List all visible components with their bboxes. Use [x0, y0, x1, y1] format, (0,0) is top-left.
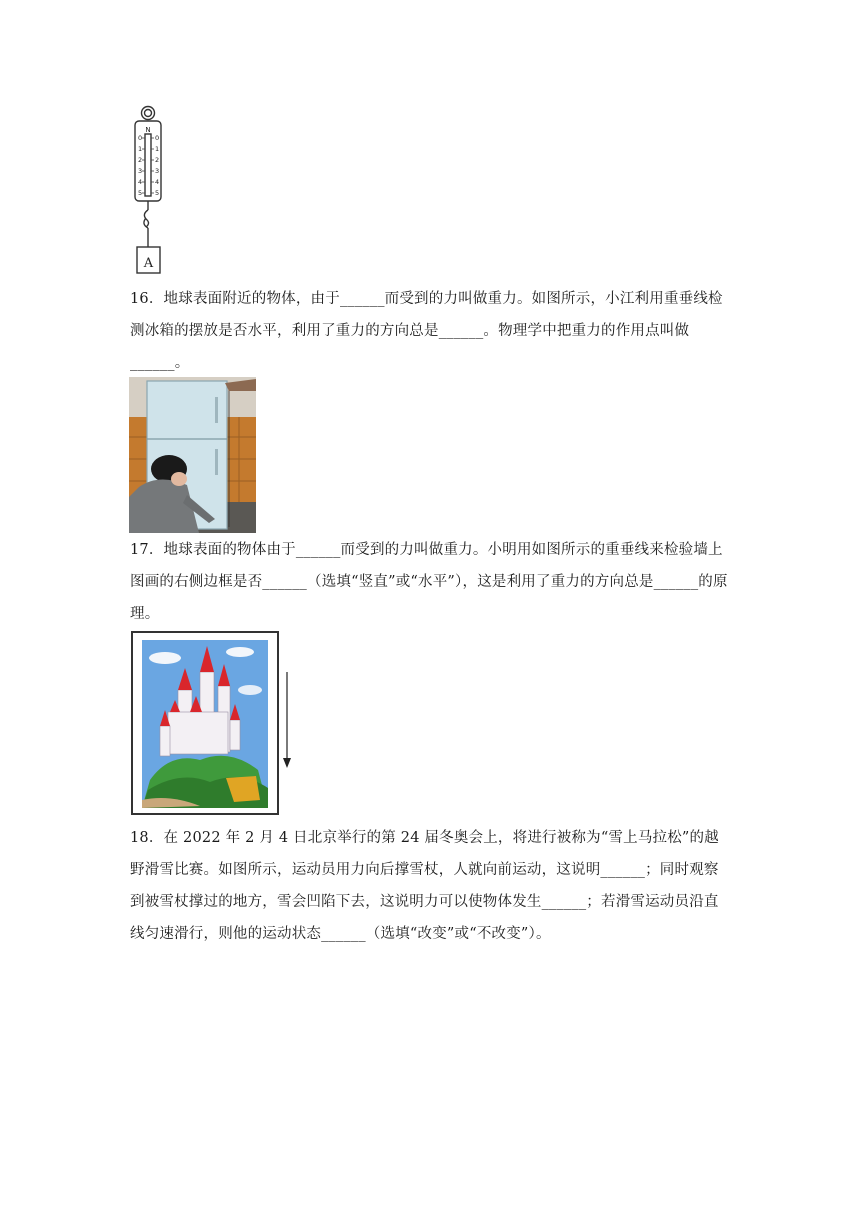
spring-scale-figure: [128, 104, 172, 278]
scale-tick-left-4: 4: [138, 178, 143, 186]
question-18-text: 18．在 2022 年 2 月 4 日北京举行的第 24 届冬奥会上，将进行被称为“雪上马拉松”的越野滑雪比赛。如图所示，运动员用力向后撑雪杖，人就向前运动，这说明______；同时观察到被雪杖撑过的地方，雪会凹陷下去，这说明力可以使物体发生______；若滑雪运动员沿直线匀速滑行，则他的运动状态______（选填“改变”或“不改变”）。: [130, 830, 719, 942]
question-17-text: 17．地球表面的物体由于______而受到的力叫做重力。小明用如图所示的重垂线来检验墙上图画的右侧边框是否______（选填“竖直”或“水平”），这是利用了重力的方向总是______的原理。: [130, 542, 728, 622]
scale-tick-right-4: 4: [155, 178, 160, 186]
spring-scale-unit: N: [145, 126, 151, 134]
question-18: [130, 822, 730, 950]
scale-tick-right-3: 3: [155, 167, 160, 175]
scale-tick-left-2: 2: [138, 156, 143, 164]
scale-tick-right-5: 5: [155, 189, 160, 197]
scale-tick-left-3: 3: [138, 167, 143, 175]
question-16: [130, 283, 730, 379]
castle-picture-figure: [130, 630, 300, 816]
question-17: [130, 534, 730, 630]
scale-tick-right-1: 1: [155, 145, 160, 153]
block-label: A: [143, 256, 154, 271]
scale-tick-left-1: 1: [138, 145, 143, 153]
scale-tick-left-5: 5: [138, 189, 143, 197]
scale-tick-right-2: 2: [155, 156, 160, 164]
scale-tick-left-0: 0: [138, 134, 143, 142]
question-16-text: 16．地球表面附近的物体，由于______而受到的力叫做重力。如图所示，小江利用重垂线检测冰箱的摆放是否水平，利用了重力的方向总是______。物理学中把重力的作用点叫做______。: [130, 291, 723, 371]
scale-tick-right-0: 0: [155, 134, 160, 142]
fridge-photo: [129, 377, 256, 533]
